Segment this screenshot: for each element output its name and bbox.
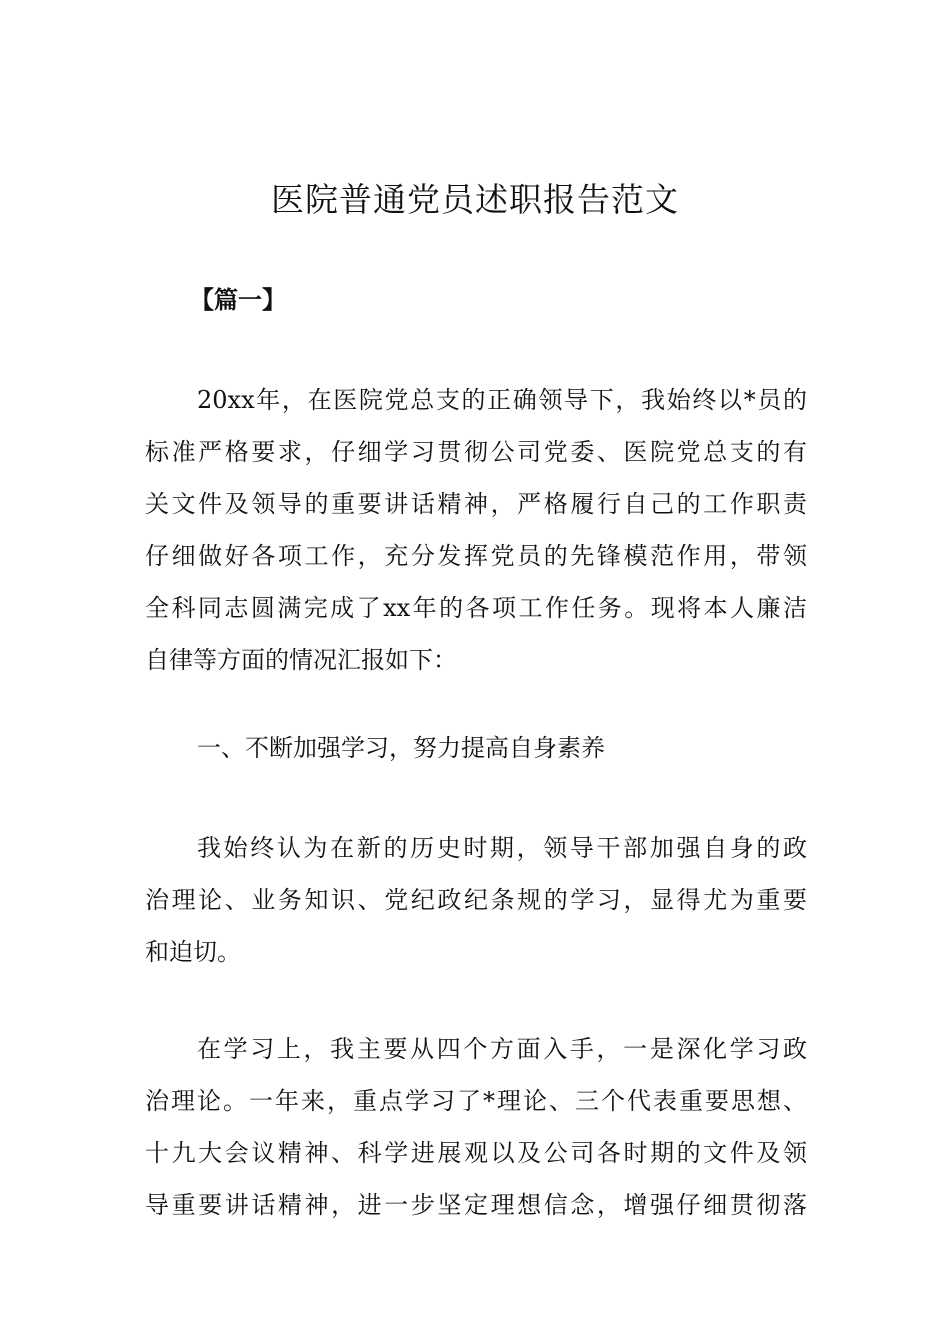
paragraph-line: 治理论、业务知识、党纪政纪条规的学习，显得尤为重要 <box>145 886 807 914</box>
paragraph-3 <box>145 1023 807 1231</box>
paragraph-line: 我始终认为在新的历史时期，领导干部加强自身的政 <box>197 834 807 862</box>
paragraph-line: 标准严格要求，仔细学习贯彻公司党委、医院党总支的有 <box>145 438 807 466</box>
paragraph-line: 治理论。一年来，重点学习了*理论、三个代表重要思想、 <box>145 1087 807 1115</box>
paragraph-line: 20xx年，在医院党总支的正确领导下，我始终以*员的 <box>197 386 807 414</box>
paragraph-line: 和迫切。 <box>145 938 241 966</box>
paragraph-1 <box>145 374 807 686</box>
document-title: 医院普通党员述职报告范文 <box>271 180 679 219</box>
paragraph-line: 仔细做好各项工作，充分发挥党员的先锋模范作用，带领 <box>145 542 807 570</box>
paragraph-line: 十九大会议精神、科学进展观以及公司各时期的文件及领 <box>145 1139 807 1167</box>
paragraph-line: 导重要讲话精神，进一步坚定理想信念，增强仔细贯彻落 <box>145 1191 807 1219</box>
paragraph-line: 在学习上，我主要从四个方面入手，一是深化学习政 <box>197 1035 807 1063</box>
section-tag: 【篇一】 <box>190 286 286 314</box>
paragraph-line: 关文件及领导的重要讲话精神，严格履行自己的工作职责 <box>145 490 807 518</box>
paragraph-2 <box>145 822 807 978</box>
paragraph-line: 自律等方面的情况汇报如下： <box>145 646 457 674</box>
section-heading: 一、不断加强学习，努力提高自身素养 <box>197 734 605 762</box>
paragraph-line: 全科同志圆满完成了xx年的各项工作任务。现将本人廉洁 <box>145 594 807 622</box>
